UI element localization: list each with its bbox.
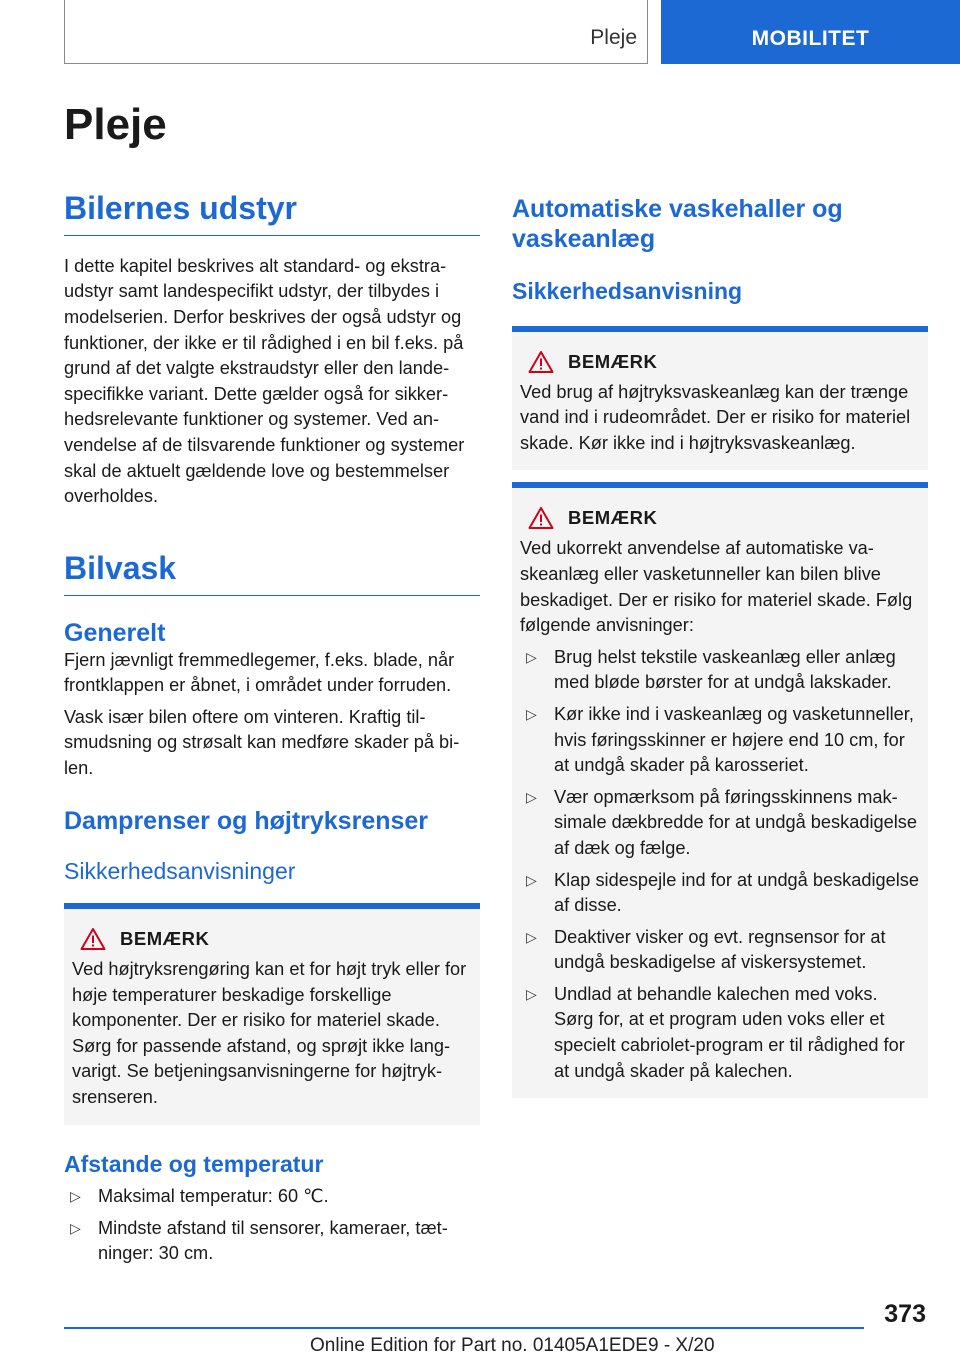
header-bar <box>64 0 648 64</box>
warning-label: BEMÆRK <box>120 928 210 950</box>
list-item: ▷ Klap sidespejle ind for at undgå beskadigelse af disse. <box>526 869 920 916</box>
list-item: ▷ Undlad at behandle kalechen med voks. Sørg for, at et program uden voks eller et specielt cabriolet-program er til rådighed for at undgå skader på kalechen. <box>526 983 905 1081</box>
afstand-list <box>64 1184 480 1267</box>
subheading-afstande: Afstande og temperatur <box>64 1150 324 1177</box>
footer-edition: Online Edition for Part no. 01405A1EDE9 - X/20 <box>310 1335 715 1356</box>
triangle-bullet-icon: ▷ <box>70 1219 81 1236</box>
triangle-bullet-icon: ▷ <box>526 871 537 888</box>
list-item: ▷ Deaktiver visker og evt. regnsensor for at undgå beskadigelse af viskersystemet. <box>526 926 886 973</box>
header-section-name: Pleje <box>590 26 637 49</box>
warning-box-damprenser <box>64 903 480 1125</box>
triangle-bullet-icon: ▷ <box>526 788 537 805</box>
page-number: 373 <box>884 1300 926 1328</box>
subheading-sikkerhedsanvisninger: Sikkerhedsanvisninger <box>64 857 296 884</box>
triangle-bullet-icon: ▷ <box>526 928 537 945</box>
section-heading-vaskehaller: Automatiske vaskehaller og vaskeanlæg <box>512 195 843 253</box>
udstyr-body: I dette kapitel beskrives alt standard- og ekstraudstyr samt landespecifikt udstyr, der tilbydes i modelserien. Derfor beskrives der også udstyr og funktioner, der ikke er til rådighed i en bil f.eks. på grund af det valgte ekstraudstyr eller den landespecifikke variant. Dette gælder også for sikkerhedsrelevante funktioner og systemer. Ved anvendelse af de tilsvarende funktioner og systemer skal de aktuelt gældende love og bestemmelser overholdes. <box>64 255 465 507</box>
list-item: ▷ Maksimal temperatur: 60 ℃. <box>64 1184 480 1210</box>
list-item: ▷ Kør ikke ind i vaskeanlæg og vasketunneller, hvis føringsskinner er højere end 10 cm, for at undgå skader på karosseriet. <box>526 703 914 776</box>
triangle-bullet-icon: ▷ <box>526 705 537 722</box>
list-item: ▷ Brug helst tekstile vaskeanlæg eller anlæg med bløde børster for at undgå lakskader. <box>526 646 896 693</box>
footer-divider <box>64 1327 864 1329</box>
generelt-paragraph-2: Vask især bilen oftere om vinteren. Kraftig tilsmudsning og strøsalt kan medføre skader på bilen. <box>64 706 460 778</box>
warning-header <box>528 506 920 530</box>
warning-text: Ved ukorrekt anvendelse af automatiske vaskeanlæg eller vasketunneller kan bilen blive beskadiget. Der er risiko for materiel skade. Følg følgende anvisninger: <box>520 538 913 636</box>
warning-box-vaskeanlaeg <box>512 482 928 1098</box>
warning-label: BEMÆRK <box>568 350 658 372</box>
warning-header <box>528 350 920 374</box>
section-heading-udstyr: Bilernes udstyr <box>64 190 480 236</box>
subheading-generelt: Generelt <box>64 618 166 647</box>
left-column <box>64 190 480 1267</box>
warning-box-hojtryk <box>512 326 928 471</box>
warning-header <box>80 927 472 951</box>
anvisninger-list <box>520 645 920 1085</box>
warning-text: Ved højtryksrengøring kan et for højt tryk eller for høje temperaturer beskadige forskellige komponenter. Der er risiko for materiel skade. Sørg for passende afstand, og sprøjt ikke langvarigt. Se betjeningsanvisningerne for højtryksrenseren. <box>72 959 467 1108</box>
warning-triangle-icon <box>528 506 554 530</box>
section-heading-bilvask: Bilvask <box>64 550 480 596</box>
warning-label: BEMÆRK <box>568 507 658 529</box>
triangle-bullet-icon: ▷ <box>526 648 537 665</box>
warning-triangle-icon <box>80 927 106 951</box>
triangle-bullet-icon: ▷ <box>526 985 537 1002</box>
warning-triangle-icon <box>528 350 554 374</box>
page-title: Pleje <box>64 100 167 149</box>
right-column <box>512 190 928 1098</box>
list-item: ▷ Mindste afstand til sensorer, kameraer, tætninger: 30 cm. <box>70 1217 448 1264</box>
subheading-damprenser: Damprenser og højtryksrenser <box>64 806 429 835</box>
warning-text: Ved brug af højtryksvaskeanlæg kan der trænge vand ind i rudeområdet. Der er risiko for materiel skade. Kør ikke ind i højtryksvaskeanlæg. <box>520 381 911 453</box>
subheading-sikkerhedsanvisning: Sikkerhedsanvisning <box>512 278 743 304</box>
generelt-paragraph-1: Fjern jævnligt fremmedlegemer, f.eks. blade, når frontklappen er åbnet, i området under forruden. <box>64 649 455 696</box>
triangle-bullet-icon: ▷ <box>70 1188 81 1205</box>
list-item: ▷ Vær opmærksom på føringsskinnens maksimale dækbredde for at undgå beskadigelse af dæk og fælge. <box>526 786 917 858</box>
header-chapter-tab[interactable]: MOBILITET <box>661 0 960 64</box>
